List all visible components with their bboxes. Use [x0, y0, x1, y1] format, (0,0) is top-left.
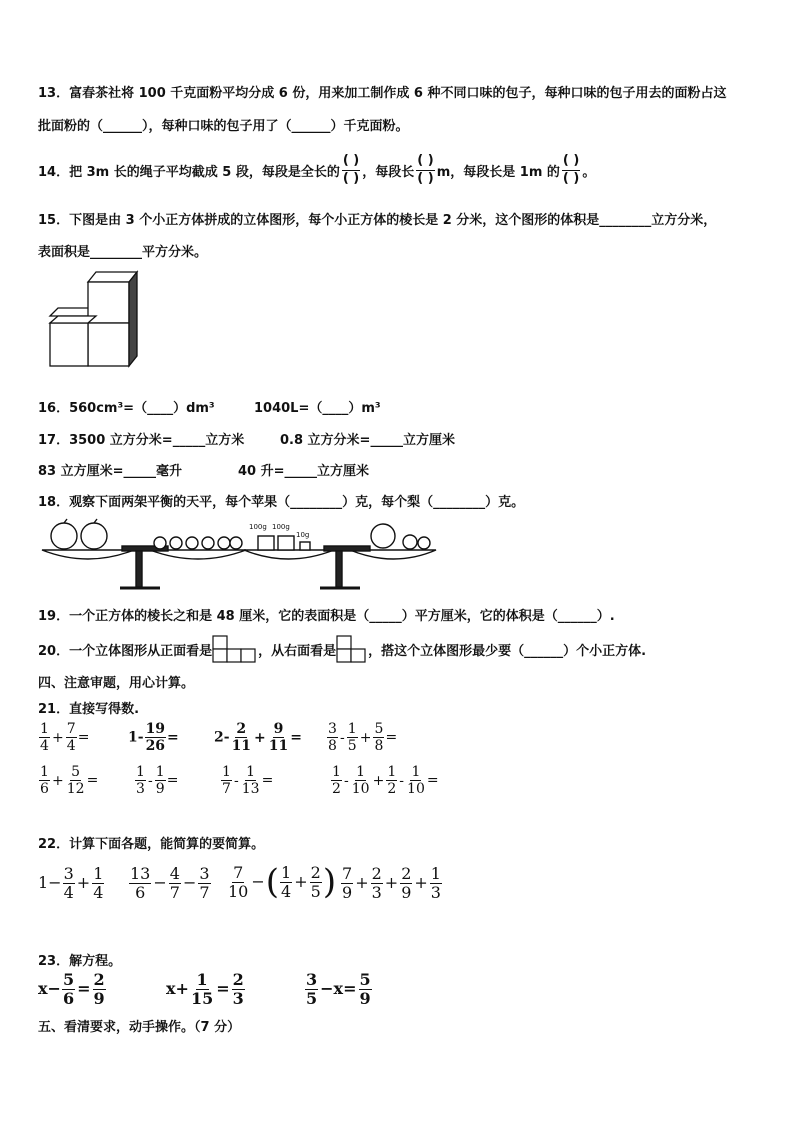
q14-numerator-blank: ( )	[342, 154, 360, 170]
q14-text-1: 14．把 3m 长的绳子平均截成 5 段，每段是全长的	[38, 164, 340, 180]
q16-b: 1040L=（____）m³	[254, 401, 381, 416]
q14-numerator-blank: ( )	[416, 154, 434, 170]
weight-label: 100g	[249, 523, 267, 531]
q21-expr-1: $\frac{1}{4}$ + $\frac{7}{4}$ =	[40, 721, 90, 754]
q14-fraction-3	[562, 154, 580, 186]
balance-scales-figure	[38, 516, 438, 592]
q14-denominator-blank: ( )	[417, 170, 434, 186]
q16-a: 16．560cm³=（____）dm³	[38, 401, 215, 416]
q18-text: 18．观察下面两架平衡的天平，每个苹果（________）克，每个梨（________）克。	[38, 495, 525, 510]
q21-title: 21．直接写得数.	[38, 702, 140, 717]
q23-equation-3: $\frac{3}{5}$ −x= $\frac{5}{9}$	[306, 970, 371, 1008]
q23-title: 23．解方程。	[38, 954, 122, 969]
q21-expr-3: 2- $\frac{2}{11}$ + $\frac{9}{11}$ =	[214, 721, 302, 754]
q20-text-2: ，从右面看是	[258, 643, 337, 659]
q14-fraction-1	[342, 154, 360, 186]
q14-text-2: ，每段长	[362, 164, 415, 180]
q23-equation-2: x+ $\frac{1}{15}$ = $\frac{2}{3}$	[166, 970, 244, 1008]
q14-numerator-blank: ( )	[562, 154, 580, 170]
section-4-heading: 四、注意审题，用心计算。	[38, 676, 195, 691]
q21-expr-7: $\frac{1}{7}$ - $\frac{1}{13}$ =	[222, 764, 274, 797]
q17-c: 83 立方厘米=_____毫升	[38, 464, 183, 479]
q17-a: 17．3500 立方分米=_____立方米	[38, 433, 245, 448]
q21-expr-2: 1- $\frac{19}{26}$ =	[128, 721, 179, 754]
q15-line2: 表面积是________平方分米。	[38, 245, 208, 260]
q22-expr-2: $\frac{13}{6}$ − $\frac{4}{7}$ − $\frac{3}{7}$	[130, 864, 210, 902]
q20-text-3: ，搭这个立体图形最少要（______）个小正方体.	[368, 643, 647, 659]
q14-fraction-2	[416, 154, 434, 186]
q20-text-1: 20．一个立体图形从正面看是	[38, 643, 213, 659]
section-5-heading: 五、看清要求，动手操作。（7 分）	[38, 1020, 241, 1035]
q22-title: 22．计算下面各题，能简算的要简算。	[38, 837, 265, 852]
q21-expr-8: $\frac{1}{2}$ - $\frac{1}{10}$ + $\frac{1}{2}$ - $\frac{1}{10}$ =	[332, 764, 439, 797]
weight-label: 100g	[272, 523, 290, 531]
q21-expr-5: $\frac{1}{6}$ + $\frac{5}{12}$ =	[40, 764, 99, 797]
q14-text-3: m，每段长是 1m 的	[436, 164, 560, 180]
q19-text: 19．一个正方体的棱长之和是 48 厘米，它的表面积是（_____）平方厘米，它的体积是（______）.	[38, 609, 615, 624]
q13-line2: 批面粉的（______），每种口味的包子用了（______）千克面粉。	[38, 119, 409, 134]
q17-d: 40 升=_____立方厘米	[238, 464, 370, 479]
front-view-grid-icon	[212, 635, 258, 663]
q23-equation-1: x− $\frac{5}{6}$ = $\frac{2}{9}$	[38, 970, 105, 1008]
q15-line1: 15．下图是由 3 个小正方体拼成的立体图形，每个小正方体的棱长是 2 分米，这个图形的体积是________立方分米，	[38, 213, 717, 228]
q14-denominator-blank: ( )	[342, 170, 360, 186]
q14-denominator-blank: ( )	[562, 170, 580, 186]
cube-figure	[44, 268, 144, 378]
q22-expr-3: $\frac{7}{10}$ −( $\frac{1}{4}$ + $\frac{2}{5}$ )	[228, 862, 337, 902]
weight-label: 10g	[296, 531, 310, 539]
q17-b: 0.8 立方分米=_____立方厘米	[280, 433, 455, 448]
right-view-grid-icon	[336, 635, 368, 663]
q22-expr-4: $\frac{7}{9}$ + $\frac{2}{3}$ + $\frac{2}{9}$ + $\frac{1}{3}$	[342, 864, 441, 902]
q22-expr-1: 1− $\frac{3}{4}$ + $\frac{1}{4}$	[38, 864, 104, 902]
q21-expr-6: $\frac{1}{3}$ - $\frac{1}{9}$ =	[136, 764, 179, 797]
q20-line	[38, 635, 646, 663]
q14-text-4: 。	[582, 164, 596, 180]
q21-expr-4: $\frac{3}{8}$ - $\frac{1}{5}$ + $\frac{5}{8}$ =	[328, 721, 398, 754]
q13-line1: 13．富春茶社将 100 千克面粉平均分成 6 份，用来加工制作成 6 种不同口味的包子，每种口味的包子用去的面粉占这	[38, 86, 727, 101]
q14-line	[38, 150, 595, 190]
